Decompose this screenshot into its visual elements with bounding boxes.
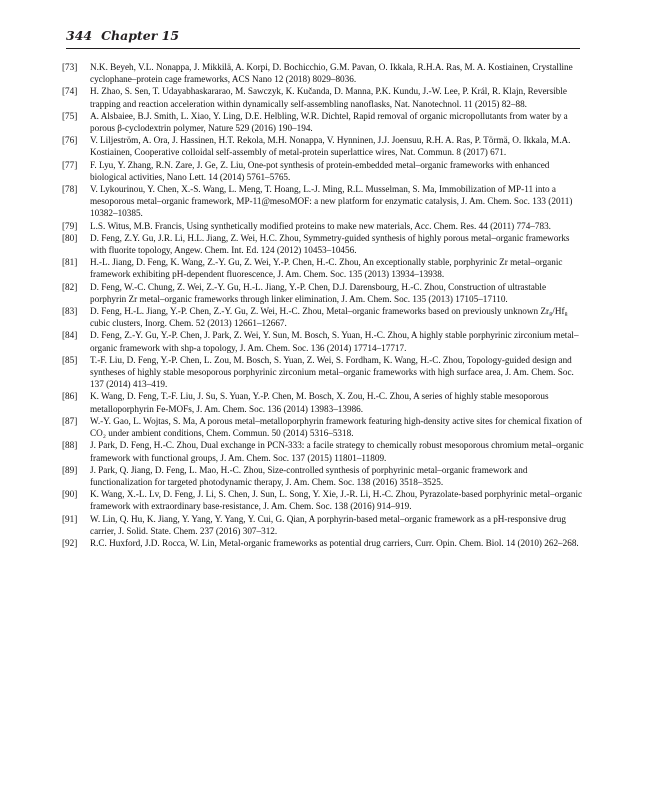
reference-item	[62, 110, 584, 134]
reference-text: N.K. Beyeh, V.L. Nonappa, J. Mikkilä, A. Korpi, D. Bochicchio, G.M. Pavan, O. Ikkala, R.H.A. Ras, M. A. Kostiainen, Crystalline cyclophane–protein cage frameworks, ACS Nano 12 (2018) 8029–8036.	[90, 62, 573, 85]
reference-number: [88]	[62, 440, 78, 451]
reference-text: W.-Y. Gao, L. Wojtas, S. Ma, A porous metal–metalloporphyrin framework featuring high-density active sites for chemical fixation of CO₂ under ambient conditions, Chem. Commun. 50 (2014) 5316–5318.	[90, 415, 583, 439]
reference-number: [87]	[62, 415, 78, 426]
reference-number: [76]	[62, 135, 78, 146]
reference-text: V. Lykourinou, Y. Chen, X.-S. Wang, L. Meng, T. Hoang, L.-J. Ming, R.L. Musselman, S. Ma, Immobilization of MP-11 into a mesoporous metal–organic framework, MP-11@mesoMOF: a new platform for enzymatic catalysis, J. Am. Chem. Soc. 133 (2011) 10382–10385.	[90, 184, 573, 219]
reference-number: [74]	[62, 86, 78, 97]
reference-item	[62, 439, 584, 463]
reference-number: [83]	[62, 306, 78, 317]
header-rule	[66, 48, 580, 49]
reference-number: [82]	[62, 281, 78, 292]
reference-number: [90]	[62, 489, 78, 500]
reference-number: [75]	[62, 110, 78, 121]
reference-item	[62, 159, 584, 183]
page-number: 344	[66, 28, 93, 43]
reference-text: V. Liljeström, A. Ora, J. Hassinen, H.T. Rekola, M.H. Nonappa, V. Hynninen, J.J. Joensuu, R.H. A. Ras, P. Törmä, O. Ikkala, M.A. Kostiainen, Cooperative colloidal self-assembly of metal-protein superlattice wires, Nat. Commun. 8 (2017) 671.	[90, 135, 571, 158]
reference-text: H.-L. Jiang, D. Feng, K. Wang, Z.-Y. Gu, Z. Wei, Y.-P. Chen, H.-C. Zhou, An exceptionally stable, porphyrinic Zr metal–organic framework exhibiting pH-dependent fluorescence, J. Am. Chem. Soc. 135 (2013) 13934–13938.	[90, 257, 563, 280]
reference-item	[62, 220, 584, 232]
reference-text: T.-F. Liu, D. Feng, Y.-P. Chen, L. Zou, M. Bosch, S. Yuan, Z. Wei, S. Fordham, K. Wang, H.-C. Zhou, Topology-guided design and syntheses of highly stable mesoporous porphyrinic zirconium metal–organic frameworks with high surface area, J. Am. Chem. Soc. 137 (2014) 413–419.	[90, 354, 574, 390]
reference-item	[62, 305, 584, 329]
reference-item	[62, 85, 584, 109]
reference-number: [92]	[62, 537, 78, 548]
reference-number: [79]	[62, 220, 78, 231]
reference-text: H. Zhao, S. Sen, T. Udayabhaskararao, M. Sawczyk, K. Kučanda, D. Manna, P.K. Kundu, J.-W. Lee, P. Král, R. Klajn, Reversible trapping and reaction acceleration within dynamically self-assembling nanoflasks, Nat. Nanotechnol. 11 (2015) 82–88.	[90, 86, 567, 109]
reference-text: D. Feng, Z.Y. Gu, J.R. Li, H.L. Jiang, Z. Wei, H.C. Zhou, Symmetry-guided synthesis of highly porous metal–organic frameworks with fluorite topology, Angew. Chem. Int. Ed. 124 (2012) 10453–10456.	[90, 232, 570, 256]
reference-number: [73]	[62, 62, 78, 72]
reference-text: F. Lyu, Y. Zhang, R.N. Zare, J. Ge, Z. Liu, One-pot synthesis of protein-embedded metal–organic frameworks with enhanced biological activities, Nano Lett. 14 (2014) 5761–5765.	[90, 159, 550, 182]
reference-number: [89]	[62, 464, 78, 475]
chapter-title: Chapter 15	[101, 28, 180, 43]
reference-text: J. Park, Q. Jiang, D. Feng, L. Mao, H.-C. Zhou, Size-controlled synthesis of porphyrinic metal–organic framework and functionalization for targeted photodynamic therapy, J. Am. Chem. Soc. 138 (2016) 3518–3525.	[90, 464, 528, 487]
reference-number: [85]	[62, 354, 78, 365]
reference-item	[62, 232, 584, 256]
reference-item	[62, 183, 584, 220]
reference-text: D. Feng, Z.-Y. Gu, Y.-P. Chen, J. Park, Z. Wei, Y. Sun, M. Bosch, S. Yuan, H.-C. Zhou, A highly stable porphyrinic zirconium metal–organic framework with shp-a topology, J. Am. Chem. Soc. 136 (2014) 17714–17717.	[90, 330, 579, 353]
reference-number: [78]	[62, 184, 78, 195]
reference-number: [86]	[62, 391, 78, 402]
reference-item	[62, 390, 584, 414]
reference-item	[62, 354, 584, 391]
reference-number: [81]	[62, 257, 78, 268]
reference-text: J. Park, D. Feng, H.-C. Zhou, Dual exchange in PCN-333: a facile strategy to chemically robust mesoporous chromium metal–organic framework with functional groups, J. Am. Chem. Soc. 137 (2015) 11801–11809.	[90, 440, 584, 463]
reference-item	[62, 488, 584, 512]
reference-item	[62, 513, 584, 537]
reference-text: W. Lin, Q. Hu, K. Jiang, Y. Yang, Y. Yang, Y. Cui, G. Qian, A porphyrin-based metal–organic framework as a pH-responsive drug carrier, J. Solid. State. Chem. 237 (2016) 307–312.	[90, 513, 566, 536]
reference-text: R.C. Huxford, J.D. Rocca, W. Lin, Metal-organic frameworks as potential drug carriers, Curr. Opin. Chem. Biol. 14 (2010) 262–268.	[90, 537, 579, 548]
reference-item	[62, 464, 584, 488]
reference-list	[62, 61, 584, 549]
reference-number: [77]	[62, 159, 78, 170]
reference-text: D. Feng, H.-L. Jiang, Y.-P. Chen, Z.-Y. Gu, Z. Wei, H.-C. Zhou, Metal–organic frameworks based on previously unknown Zr₈/Hf₈ cubic clusters, Inorg. Chem. 52 (2013) 12661–12667.	[90, 306, 568, 329]
reference-number: [80]	[62, 232, 78, 243]
reference-item	[62, 537, 584, 549]
reference-text: K. Wang, D. Feng, T.-F. Liu, J. Su, S. Yuan, Y.-P. Chen, M. Bosch, X. Zou, H.-C. Zhou, A series of highly stable mesoporous metalloporphyrin Fe-MOFs, J. Am. Chem. Soc. 136 (2014) 13983–13986.	[90, 391, 549, 414]
reference-item	[62, 256, 584, 280]
reference-item	[62, 281, 584, 305]
reference-text: L.S. Witus, M.B. Francis, Using synthetically modified proteins to make new materials, Acc. Chem. Res. 44 (2011) 774–783.	[90, 220, 551, 231]
reference-item	[62, 61, 584, 85]
reference-item	[62, 134, 584, 158]
reference-text: D. Feng, W.-C. Chung, Z. Wei, Z.-Y. Gu, H.-L. Jiang, Y.-P. Chen, D.J. Darensbourg, H.-C. Zhou, Construction of ultrastable porphyrin Zr metal–organic frameworks through linker elimination, J. Am. Chem. Soc. 135 (2013) 17105–17110.	[90, 281, 547, 304]
reference-item	[62, 415, 584, 439]
reference-item	[62, 329, 584, 353]
reference-text: A. Alsbaiee, B.J. Smith, L. Xiao, Y. Ling, D.E. Helbling, W.R. Dichtel, Rapid removal of organic micropollutants from water by a porous β-cyclodextrin polymer, Nature 529 (2016) 190–194.	[90, 110, 568, 134]
reference-number: [91]	[62, 513, 78, 524]
running-header	[66, 28, 580, 44]
reference-text: K. Wang, X.-L. Lv, D. Feng, J. Li, S. Chen, J. Sun, L. Song, Y. Xie, J.-R. Li, H.-C. Zhou, Pyrazolate-based porphyrinic metal–organic framework with extraordinary base-resistance, J. Am. Chem. Soc. 138 (2016) 914–919.	[90, 489, 583, 512]
reference-number: [84]	[62, 330, 78, 341]
